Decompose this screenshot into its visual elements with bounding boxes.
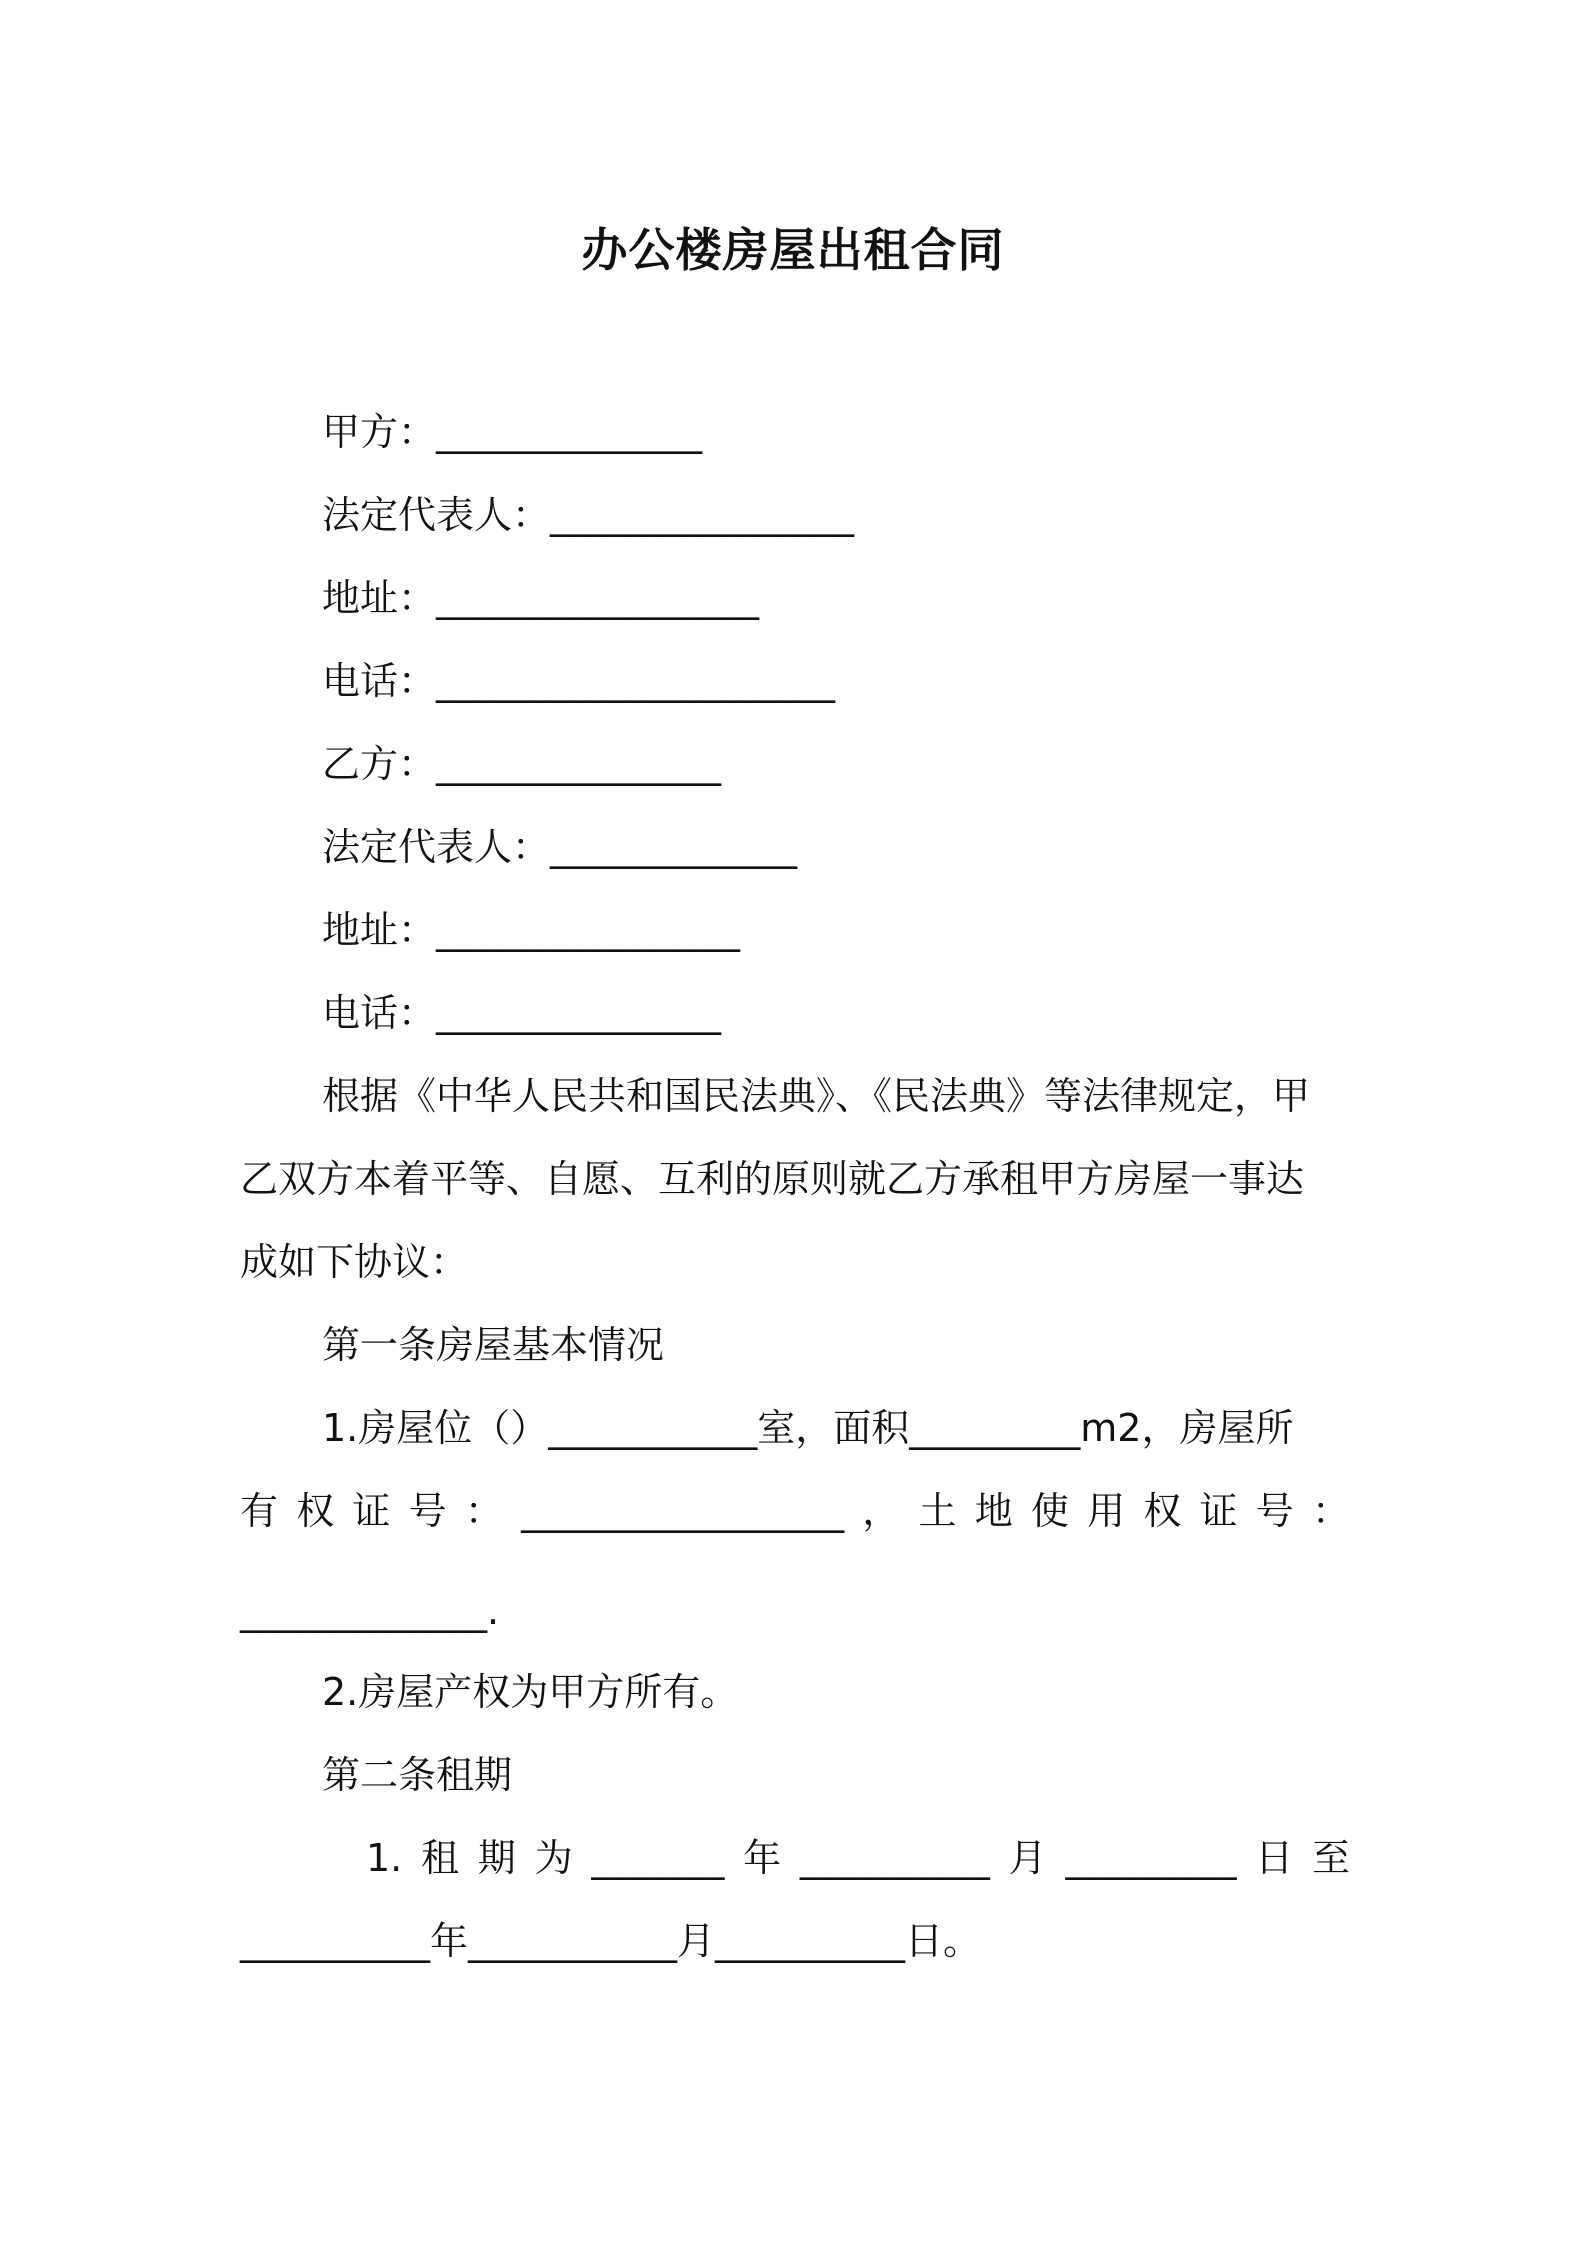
party-a-legal-representative-line: 法定代表人：________________ bbox=[322, 493, 855, 537]
party-a-line: 甲方：______________ bbox=[322, 410, 703, 454]
article-2-heading: 第二条租期 bbox=[322, 1753, 513, 1797]
article-1-clause-2: 2.房屋产权为甲方所有。 bbox=[322, 1670, 739, 1714]
party-b-address-line: 地址：________________ bbox=[322, 908, 741, 952]
preamble-line-3: 成如下协议： bbox=[240, 1240, 469, 1284]
article-2-clause-1-line-1: 1.租期为_______年__________月_________日至 bbox=[366, 1836, 1350, 1880]
party-b-legal-representative-line: 法定代表人：_____________ bbox=[322, 825, 798, 869]
party-a-phone-line: 电话：_____________________ bbox=[322, 659, 836, 703]
article-1-heading: 第一条房屋基本情况 bbox=[322, 1323, 665, 1367]
article-1-clause-1-line-1: 1.房屋位（）___________室，面积_________m2，房屋所 bbox=[322, 1406, 1294, 1450]
party-a-address-line: 地址：_________________ bbox=[322, 576, 760, 620]
document-title: 办公楼房屋出租合同 bbox=[581, 223, 1005, 277]
article-1-clause-1-line-3: _____________. bbox=[240, 1589, 500, 1633]
article-2-clause-1-line-2: __________年___________月__________日。 bbox=[240, 1919, 982, 1963]
party-b-phone-line: 电话：_______________ bbox=[322, 991, 722, 1035]
preamble-line-1: 根据《中华人民共和国民法典》、《民法典》等法律规定，甲 bbox=[322, 1074, 1311, 1118]
preamble-line-2: 乙双方本着平等、自愿、互利的原则就乙方承租甲方房屋一事达 bbox=[240, 1157, 1305, 1201]
article-1-clause-1-line-2: 有权证号：_________________，土地使用权证号： bbox=[240, 1489, 1350, 1533]
party-b-line: 乙方：_______________ bbox=[322, 742, 722, 786]
